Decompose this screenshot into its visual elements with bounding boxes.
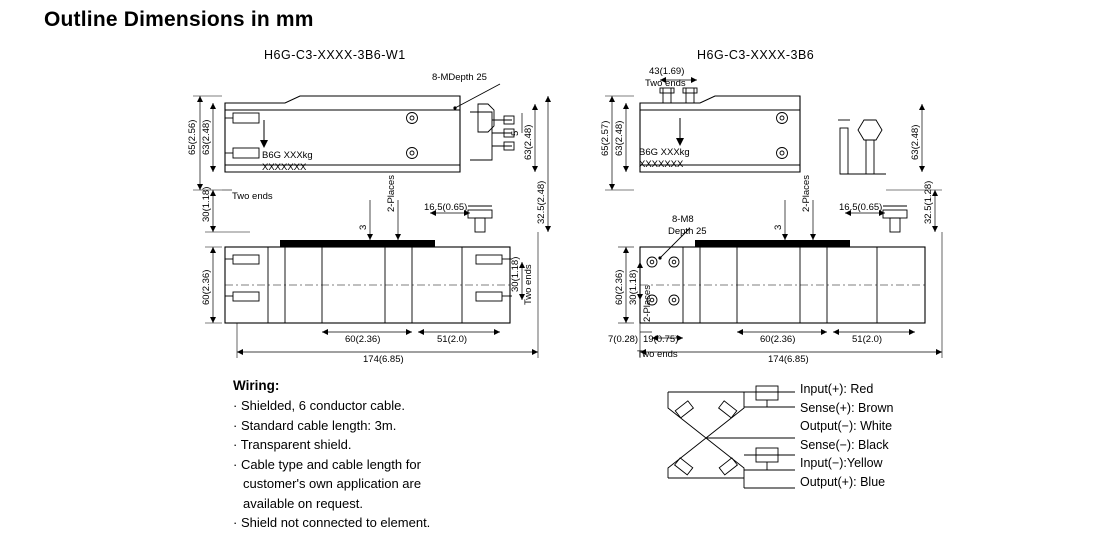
dim-left-30b: 30(1.18) (510, 256, 521, 292)
dim-left-165: 16.5(0.65) (424, 202, 468, 213)
part-number-right: H6G-C3-XXXX-3B6 (697, 48, 815, 62)
label-plate-right-1: B6G XXXkg (639, 147, 690, 158)
wiring-item: · Transparent shield. (233, 437, 352, 452)
dim-left-30: 30(1.18) (201, 186, 212, 222)
dim-right-51: 51(2.0) (852, 334, 883, 345)
dim-left-60b: 60(2.36) (345, 334, 381, 345)
wiring-item: · Cable type and cable length for (233, 456, 421, 472)
bridge-connection: Output(−): White (800, 419, 893, 433)
wiring-item: · Shield not connected to element. (233, 515, 431, 530)
dim-left-325: 32.5(2.48) (536, 180, 547, 224)
dim-left-65: 65(2.56) (187, 119, 198, 155)
dim-left-63: 63(2.48) (201, 119, 212, 155)
dim-left-twoends-1: Two ends (232, 191, 273, 202)
dim-right-19: 19(0.75) (643, 334, 679, 345)
callout-right-twoends-bottom: Two ends (637, 349, 678, 360)
part-number-left: H6G-C3-XXXX-3B6-W1 (264, 48, 406, 62)
wiring-item: available on request. (243, 495, 363, 511)
dim-right-3: 3 (773, 224, 784, 230)
dim-right-65: 65(2.57) (600, 120, 611, 156)
callout-right-depth: Depth 25 (668, 226, 707, 237)
dim-right-165: 16.5(0.65) (839, 202, 883, 213)
label-plate-left-2: XXXXXXX (262, 162, 307, 173)
bridge-connection: Input(+): Red (800, 382, 874, 396)
dim-left-2places: 2-Places (386, 175, 397, 212)
wiring-item: · Standard cable length: 3m. (233, 417, 397, 433)
dim-left-60: 60(2.36) (201, 269, 212, 305)
dim-right-2places: 2-Places (801, 175, 812, 212)
dim-right-2places-b: 2-Places (642, 285, 653, 322)
callout-right-8m8: 8-M8 (672, 214, 694, 225)
dim-left-63b: 63(2.48) (523, 124, 534, 160)
bridge-connection: Output(+): Blue (800, 474, 886, 489)
dim-left-51: 51(2.0) (437, 334, 468, 345)
bridge-connection-labels (800, 380, 893, 491)
label-plate-right-2: XXXXXXX (639, 159, 684, 170)
wiring-item: · Shielded, 6 conductor cable. (233, 398, 405, 413)
dim-right-60: 60(2.36) (614, 269, 625, 305)
wiring-notes (233, 396, 533, 533)
dim-right-63: 63(2.48) (614, 120, 625, 156)
dim-right-325: 32.5(1.28) (923, 180, 934, 224)
dim-left-174: 174(6.85) (363, 354, 404, 365)
dim-right-43: 43(1.69) (649, 66, 685, 77)
bridge-connection: Sense(−): Black (800, 437, 889, 452)
label-plate-left-1: B6G XXXkg (262, 150, 313, 161)
dim-left-3: 3 (358, 224, 369, 230)
dim-left-twoends-2: Two ends (523, 264, 534, 305)
callout-right-twoends-top: Two ends (645, 78, 686, 89)
page-title: Outline Dimensions in mm (44, 8, 314, 31)
dim-right-30: 30(1.18) (628, 269, 639, 305)
wiring-item: customer's own application are (243, 476, 422, 491)
dim-right-60b: 60(2.36) (760, 334, 796, 345)
dim-right-174: 174(6.85) (768, 354, 809, 365)
dim-left-5: 5 (510, 130, 521, 136)
wiring-heading: Wiring: (233, 378, 280, 393)
bridge-connection: Sense(+): Brown (800, 400, 894, 415)
callout-left-mdepth: 8-MDepth 25 (432, 72, 487, 83)
dim-right-63b: 63(2.48) (910, 124, 921, 160)
dim-right-7: 7(0.28) (608, 334, 639, 345)
bridge-connection: Input(−):Yellow (800, 456, 883, 470)
